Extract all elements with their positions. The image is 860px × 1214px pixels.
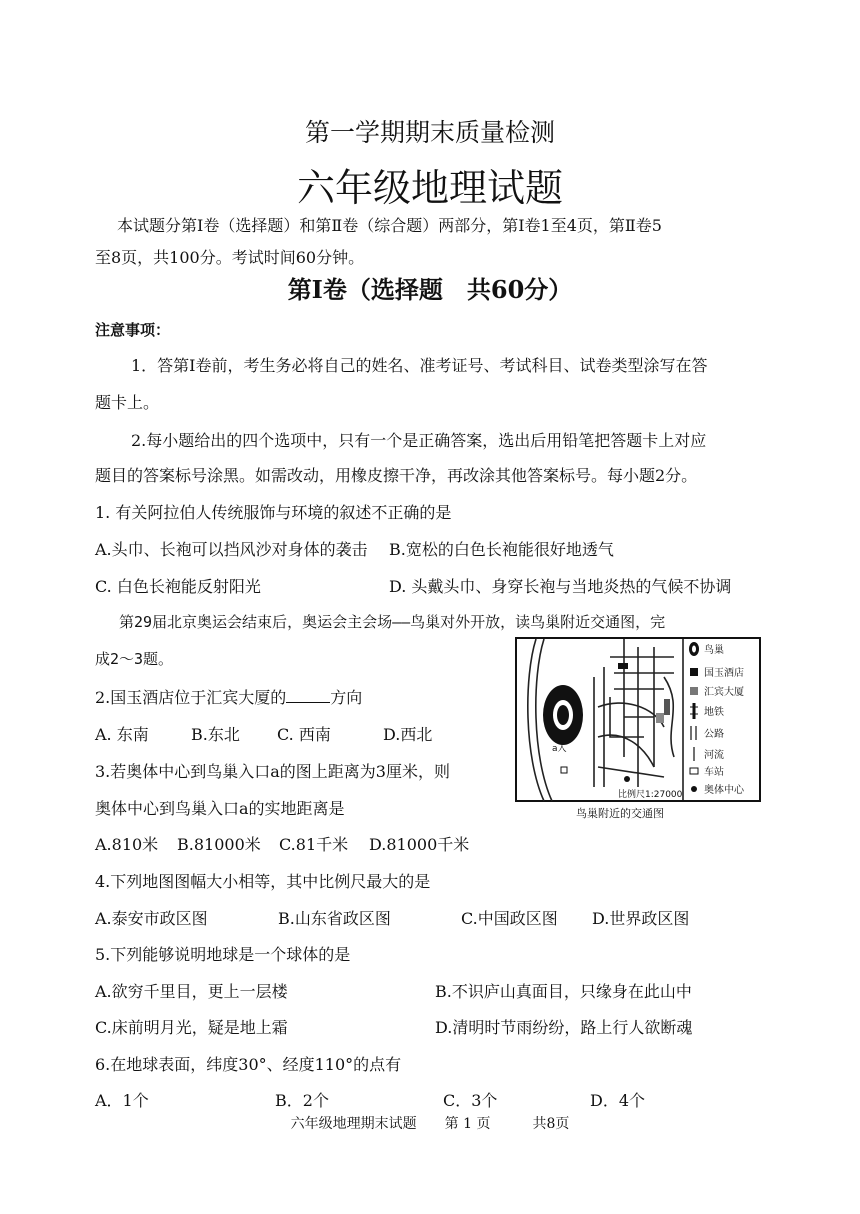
material-line-2: 成2～3题。 xyxy=(95,650,174,668)
notice-heading: 注意事项： xyxy=(95,321,171,339)
question-4-option-d: D.世界政区图 xyxy=(592,909,690,928)
question-3-option-a: A.810米 xyxy=(95,835,159,854)
question-3-option-d: D.81000千米 xyxy=(369,835,470,854)
legend-station: 车站 xyxy=(704,767,724,778)
question-5-option-d: D.清明时节雨纷纷，路上行人欲断魂 xyxy=(435,1018,693,1037)
building-icon xyxy=(690,687,698,695)
question-3-stem-line-1: 3.若奥体中心到鸟巢入口a的图上距离为3厘米，则 xyxy=(95,762,450,781)
answer-blank xyxy=(286,688,330,703)
legend-sports-center: 奥体中心 xyxy=(704,785,744,796)
question-6-option-b: B．2个 xyxy=(275,1091,329,1110)
section-title: 第Ⅰ卷（选择题 共60分） xyxy=(287,275,573,304)
question-4-option-c: C.中国政区图 xyxy=(461,909,558,928)
traffic-map-figure xyxy=(514,637,762,821)
sports-center-marker xyxy=(624,776,630,782)
question-6-stem: 6.在地球表面，纬度30°、经度110°的点有 xyxy=(95,1055,402,1074)
question-4-option-a: A.泰安市政区图 xyxy=(95,909,208,928)
page-subtitle: 第一学期期末质量检测 xyxy=(304,118,555,147)
notice-item-2-line-1: 2.每小题给出的四个选项中，只有一个是正确答案，选出后用铅笔把答题卡上对应 xyxy=(131,431,707,450)
question-4-stem: 4.下列地图图幅大小相等，其中比例尺最大的是 xyxy=(95,872,431,891)
map-scale: 比例尺1:27000 xyxy=(618,790,683,800)
intro-line-2: 至8页，共100分。考试时间60分钟。 xyxy=(95,248,365,267)
question-1-option-c: C. 白色长袍能反射阳光 xyxy=(95,577,261,596)
map-caption: 鸟巢附近的交通图 xyxy=(576,807,664,820)
legend-subway: 地铁 xyxy=(704,707,724,718)
question-1-stem: 1. 有关阿拉伯人传统服饰与环境的叙述不正确的是 xyxy=(95,503,452,522)
notice-item-1-line-1: 1．答第Ⅰ卷前，考生务必将自己的姓名、准考证号、考试科目、试卷类型涂写在答 xyxy=(131,356,708,375)
page-title: 六年级地理试题 xyxy=(296,166,563,210)
material-line-1: 第29届北京奥运会结束后，奥运会主会场——鸟巢对外开放，读鸟巢附近交通图，完 xyxy=(119,613,666,631)
question-6-option-a: A．1个 xyxy=(95,1091,149,1110)
intro-line-1: 本试题分第Ⅰ卷（选择题）和第Ⅱ卷（综合题）两部分，第Ⅰ卷1至4页，第Ⅱ卷5 xyxy=(117,216,662,235)
question-2-option-b: B.东北 xyxy=(191,725,240,744)
question-2-option-c: C. 西南 xyxy=(277,725,331,744)
question-5-stem: 5.下列能够说明地球是一个球体的是 xyxy=(95,945,351,964)
notice-item-1-line-2: 题卡上。 xyxy=(95,393,160,412)
entrance-a-label: a入 xyxy=(552,744,567,754)
question-4-option-b: B.山东省政区图 xyxy=(278,909,391,928)
huibin-building-marker xyxy=(664,699,670,715)
question-2-stem-end: 方向 xyxy=(330,688,363,707)
legend-bird-nest: 鸟巢 xyxy=(704,645,724,656)
page-footer: 六年级地理期末试题 第 1 页 共8页 xyxy=(290,1116,570,1132)
legend-river: 河流 xyxy=(704,750,724,761)
question-1-option-a: A.头巾、长袍可以挡风沙对身体的袭击 xyxy=(95,540,368,559)
notice-item-2-line-2: 题目的答案标号涂黑。如需改动，用橡皮擦干净，再改涂其他答案标号。每小题2分。 xyxy=(95,466,698,485)
question-3-stem-line-2: 奥体中心到鸟巢入口a的实地距离是 xyxy=(95,799,345,818)
question-2-stem-start: 2.国玉酒店位于汇宾大厦的 xyxy=(95,688,287,707)
question-5-option-b: B.不识庐山真面目，只缘身在此山中 xyxy=(435,982,692,1001)
question-2-option-d: D.西北 xyxy=(383,725,433,744)
question-2-option-a: A. 东南 xyxy=(95,725,149,744)
question-2-stem xyxy=(95,685,362,708)
question-3-option-b: B.81000米 xyxy=(177,835,261,854)
hotel-icon xyxy=(690,668,698,676)
question-5-option-a: A.欲穷千里目，更上一层楼 xyxy=(95,982,288,1001)
hotel-marker xyxy=(618,663,628,669)
sports-center-icon xyxy=(691,786,697,792)
question-6-option-c: C．3个 xyxy=(443,1091,498,1110)
question-5-option-c: C.床前明月光，疑是地上霜 xyxy=(95,1018,288,1037)
question-6-option-d: D．4个 xyxy=(590,1091,646,1110)
legend-road: 公路 xyxy=(704,729,724,740)
question-1-option-b: B.宽松的白色长袍能很好地透气 xyxy=(389,540,614,559)
question-3-option-c: C.81千米 xyxy=(279,835,349,854)
question-1-option-d: D. 头戴头巾、身穿长袍与当地炎热的气候不协调 xyxy=(389,577,732,596)
building-marker xyxy=(656,713,664,723)
legend-hotel: 国玉酒店 xyxy=(704,668,744,679)
traffic-map xyxy=(514,637,762,821)
legend-huibin: 汇宾大厦 xyxy=(704,687,744,698)
